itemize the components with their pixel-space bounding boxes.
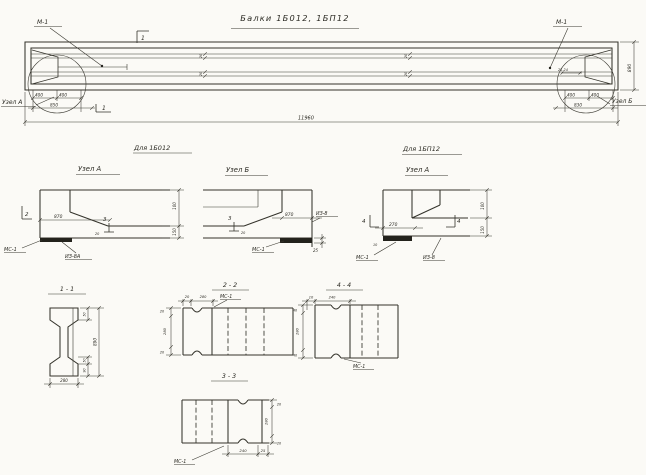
node-a-p-dim-10: 10 (373, 243, 378, 247)
dim-end-left: 850 (50, 102, 58, 108)
dim-seat-right-2: 400 (591, 92, 599, 98)
page-title: Балки 1Б012, 1БП12 (240, 13, 350, 23)
node-a-p-plate-mark: МС-1 (356, 255, 369, 261)
bearing-plate (280, 238, 312, 243)
node-a-plate-mark: МС-1 (4, 247, 17, 253)
header-for-1bp12: Для 1БП12 (403, 145, 440, 153)
node-a-p-dim-270: 270 (389, 223, 398, 228)
elevation-dimensions (23, 40, 639, 126)
section-1-1 (44, 286, 104, 388)
node-b-detail (203, 166, 338, 253)
node-b-dim-20: 20 (241, 231, 246, 235)
dim-seat-right-1: 400 (567, 92, 575, 98)
section-2-2-dim-side-2: 280 (163, 328, 167, 335)
section-1-1-dim-bot-1: 50 (82, 358, 87, 363)
node-b-pad-mark: ИЗ-8 (316, 212, 328, 217)
dim-pocket: 25-24 (558, 68, 568, 72)
section-4-4-dim-top-2: 240 (328, 295, 336, 300)
node-b-title: Узел Б (226, 166, 250, 174)
bearing-plate (40, 238, 72, 242)
header-for-1b012: Для 1Б012 (134, 144, 171, 152)
cut-mark-1-top: 1 (141, 35, 145, 42)
section-3-3 (174, 373, 281, 465)
node-a-p-title: Узел А (406, 166, 430, 174)
node-a-p-dim-150: 150 (480, 226, 485, 234)
node-b-dim-870: 870 (285, 213, 294, 218)
section-2-2 (160, 282, 293, 357)
beam-elevation (1, 19, 646, 113)
section-1-1-dim-bot-2: 90 (82, 368, 87, 373)
section-3-3-dim-side-2: 280 (264, 418, 269, 425)
section-3-3-dim-side-1: 20 (276, 402, 282, 407)
cut-mark-1-bottom: 1 (102, 105, 106, 112)
node-a-dim-20: 20 (95, 232, 100, 236)
section-3-3-plate-mark: МС-1 (174, 460, 187, 465)
section-4-4-dim-top-1: 10 (308, 295, 314, 300)
node-a-p-cut-4-right: 4 (457, 219, 461, 225)
dim-strand-2: 20 (199, 71, 203, 77)
section-4-4-dim-side-3: 40 (292, 353, 298, 358)
dim-strand-1: 20 (199, 53, 203, 59)
section-4-4-plate-mark: МС-1 (353, 365, 366, 370)
section-2-2-dim-top-2: 280 (199, 295, 207, 299)
section-2-2-dim-side-1: 20 (159, 309, 165, 314)
callout-label-node-b: Узел Б (612, 98, 633, 105)
node-a-title: Узел А (78, 165, 102, 173)
section-4-4-title: 4 - 4 (336, 282, 352, 289)
node-a-detail (4, 165, 184, 260)
detail-group-headers (133, 144, 462, 155)
mark-m1-right: М-1 (556, 19, 568, 26)
section-2-2-title: 2 - 2 (222, 282, 238, 289)
node-b-plate-mark: МС-1 (252, 247, 265, 253)
section-1-1-title: 1 - 1 (59, 286, 75, 293)
section-3-3-dim-bot-2: 25 (260, 448, 266, 453)
callout-label-node-a: Узел А (2, 99, 23, 106)
dim-beam-height: 890 (628, 63, 633, 73)
node-a-dim-100: 100 (172, 202, 177, 210)
node-a-p-cut-4-left: 4 (362, 219, 366, 225)
node-a-cut-2: 2 (25, 212, 29, 218)
node-a-p-detail (356, 166, 492, 261)
node-a-dim-150: 150 (172, 228, 177, 236)
dim-seat-left-2: 400 (59, 92, 67, 98)
section-2-2-dim-top-1: 20 (184, 295, 190, 299)
section-3-3-dim-bot-1: 240 (239, 448, 247, 453)
dim-strand-3: 20 (404, 53, 408, 59)
section-1-1-dim-top: 50 (82, 312, 87, 317)
node-a-p-dim-100: 100 (480, 202, 485, 210)
mark-m1-left: М-1 (37, 19, 49, 26)
node-a-dim-870: 870 (54, 215, 63, 220)
dim-overall-length: 11960 (298, 115, 314, 122)
node-a-p-pad-mark: ИЗ-8 (423, 255, 435, 261)
dim-seat-left-1: 400 (35, 92, 43, 98)
section-4-4 (293, 282, 398, 370)
node-b-dim-25: 25 (313, 248, 319, 253)
section-4-4-dim-side-1: 40 (292, 308, 298, 313)
section-3-3-dim-side-3: 20 (276, 441, 282, 446)
bearing-plate (383, 236, 412, 241)
section-1-1-dim-width: 280 (60, 378, 68, 383)
section-4-4-dim-side-2: 280 (295, 328, 300, 335)
dim-end-right: 830 (574, 102, 582, 108)
section-2-2-plate-mark: МС-1 (220, 295, 233, 300)
section-2-2-dim-side-3: 20 (159, 350, 165, 355)
node-a-pad-mark: ИЗ-8А (65, 254, 81, 260)
section-1-1-dim-height: 890 (92, 338, 98, 346)
node-b-cut-3: 3 (228, 216, 232, 222)
drawing-title (231, 13, 359, 29)
dim-strand-4: 20 (404, 71, 408, 77)
section-3-3-title: 3 - 3 (221, 373, 237, 380)
node-a-cut-3: 3 (103, 217, 107, 223)
